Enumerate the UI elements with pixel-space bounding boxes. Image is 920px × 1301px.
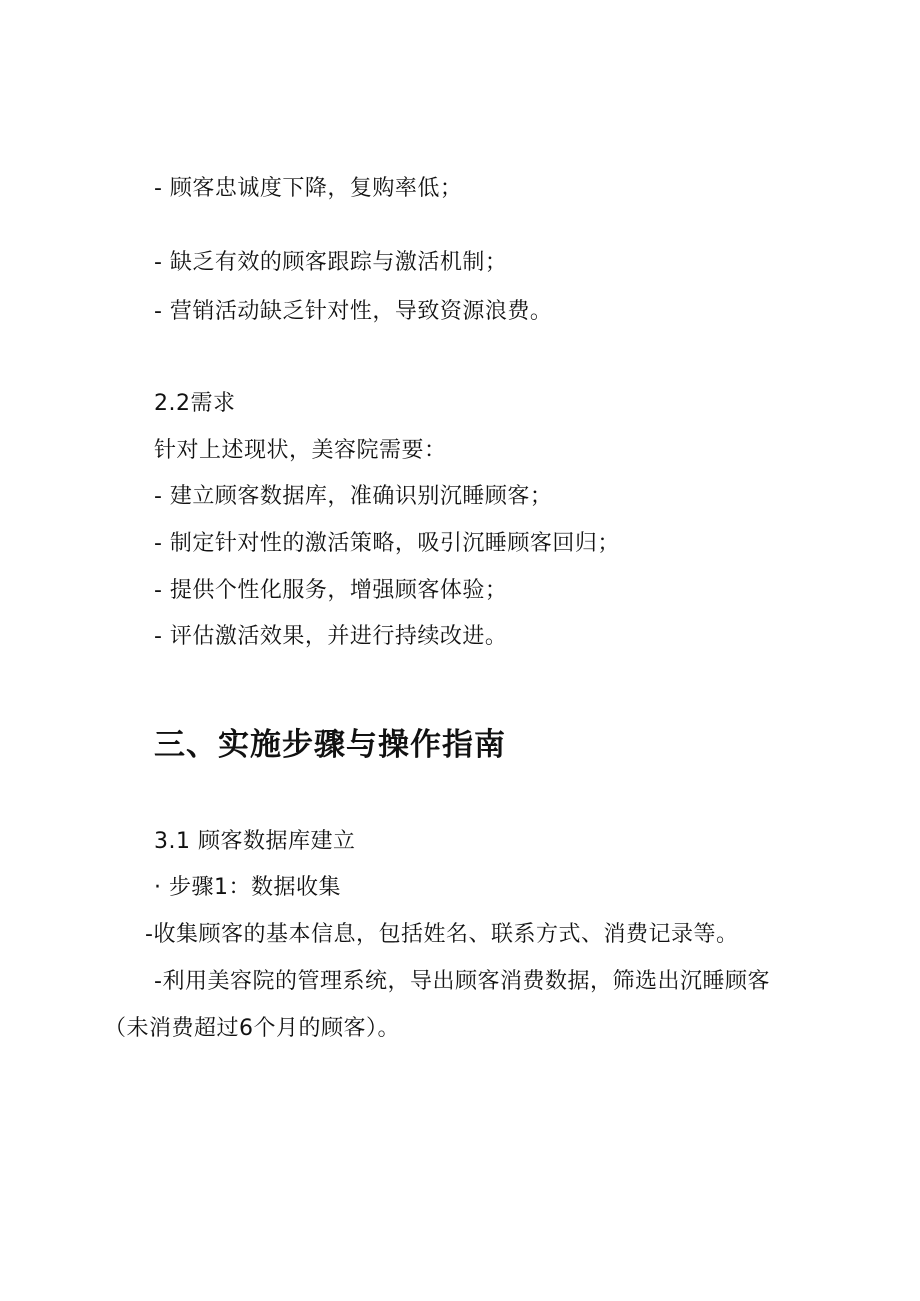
problem-item: - 顾客忠诚度下降，复购率低； — [154, 176, 463, 201]
step-item: -收集顾客的基本信息，包括姓名、联系方式、消费记录等。 — [145, 922, 739, 947]
paragraph: 针对上述现状，美容院需要： — [154, 438, 447, 463]
step-item-continuation: （未消费超过6个月的顾客）。 — [104, 1016, 400, 1041]
need-item: - 制定针对性的激活策略，吸引沉睡顾客回归； — [154, 531, 620, 556]
step-heading: · 步骤1：数据收集 — [154, 875, 341, 900]
need-item: - 建立顾客数据库，准确识别沉睡顾客； — [154, 484, 553, 509]
section-heading: 三、实施步骤与操作指南 — [154, 727, 506, 763]
need-item: - 评估激活效果，并进行持续改进。 — [154, 624, 508, 649]
subsection-heading: 3.1 顾客数据库建立 — [154, 829, 356, 854]
need-item: - 提供个性化服务，增强顾客体验； — [154, 578, 508, 603]
subsection-heading: 2.2需求 — [154, 391, 236, 416]
step-item: -利用美容院的管理系统，导出顾客消费数据，筛选出沉睡顾客 — [154, 969, 770, 994]
problem-item: - 营销活动缺乏针对性，导致资源浪费。 — [154, 299, 553, 324]
problem-item: - 缺乏有效的顾客跟踪与激活机制； — [154, 250, 508, 275]
